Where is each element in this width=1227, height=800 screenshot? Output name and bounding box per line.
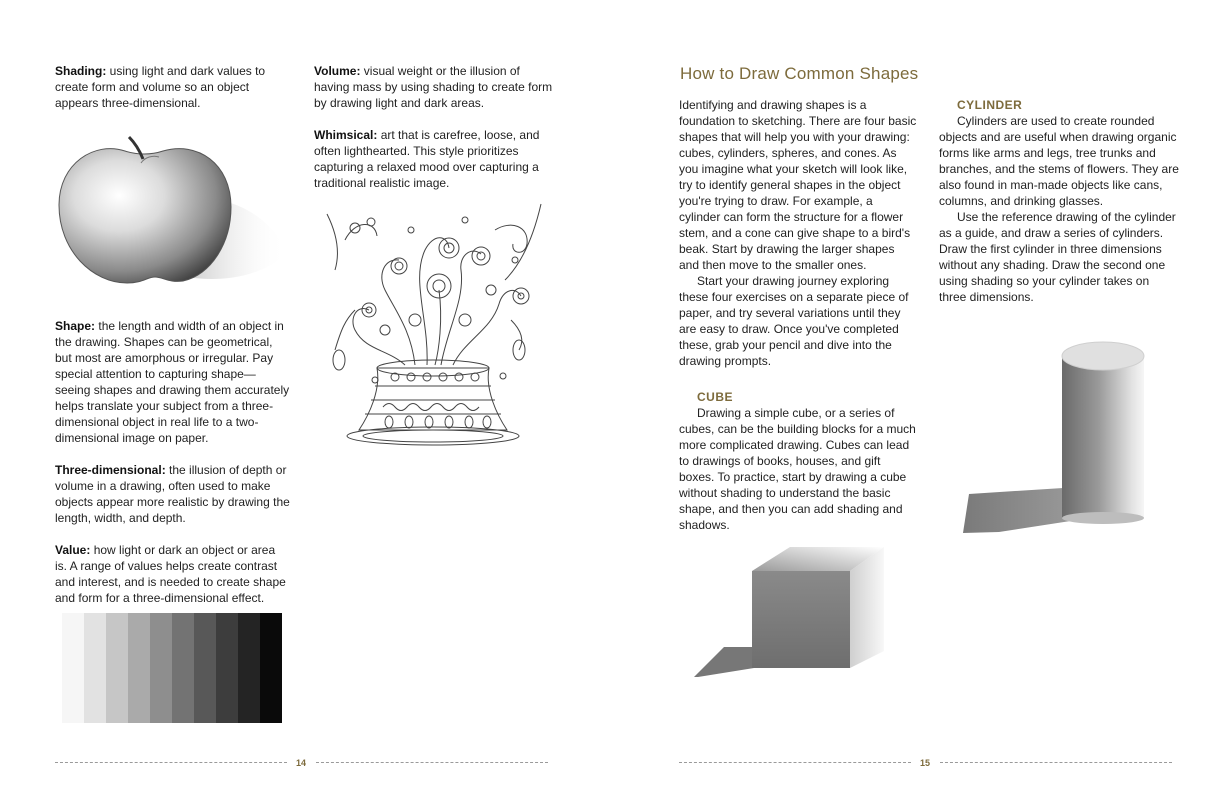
value-swatch xyxy=(84,613,106,723)
glossary-entry-three-dimensional xyxy=(55,462,290,526)
right-page-footer xyxy=(614,757,1227,769)
footer-dashed-rule xyxy=(940,762,1172,763)
left-page xyxy=(0,0,613,800)
term-volume: Volume: xyxy=(314,64,361,78)
cylinder-paragraph-2: Use the reference drawing of the cylinder as a guide, and draw a series of cylinders. Draw the first cylinder in three dimensions without any shading. Draw the second one using shading so your cylinder takes on three dimensions. xyxy=(939,210,1176,304)
cube-heading: CUBE xyxy=(697,390,734,404)
glossary-column-2 xyxy=(314,63,554,191)
cube-illustration xyxy=(694,543,894,683)
glossary-entry-volume xyxy=(314,63,554,111)
glossary-column-1-lower xyxy=(55,318,290,606)
left-page-footer xyxy=(0,757,613,769)
definition-three-dimensional: the illusion of depth or volume in a drawing, often used to make objects appear more realistic by drawing the length, width, and depth. xyxy=(55,463,290,525)
value-swatch xyxy=(62,613,84,723)
footer-dashed-rule xyxy=(679,762,911,763)
right-page xyxy=(614,0,1227,800)
cylinder-column xyxy=(939,97,1179,305)
glossary-entry-shading xyxy=(55,63,290,111)
intro-paragraph-1: Identifying and drawing shapes is a foundation to sketching. There are four basic shapes that will help you with your drawing: cubes, cylinders, spheres, and cones. As you imagine what your sketch will look like, try to identify general shapes in the object you're trying to draw. For example, a cylinder can form the structure for a flower stem, and a cone can give shape to a bird's beak. Start by drawing the larger shapes and then move to the smaller ones. xyxy=(679,98,917,272)
cube-paragraph: Drawing a simple cube, or a series of cubes, can be the building blocks for a much more complicated drawing. Cubes can lead to drawings of books, houses, and gift boxes. To practice, start by drawing a cube without shading to understand the basic shape, and then you can add shading and shadows. xyxy=(679,406,916,532)
footer-dashed-rule xyxy=(55,762,287,763)
value-swatch xyxy=(106,613,128,723)
term-whimsical: Whimsical: xyxy=(314,128,378,142)
value-swatch xyxy=(150,613,172,723)
value-swatch xyxy=(238,613,260,723)
value-swatch xyxy=(260,613,282,723)
definition-value: how light or dark an object or area is. A range of values helps create contrast and interest, and is needed to create shape and form for a three-dimensional effect. xyxy=(55,543,286,605)
intro-column xyxy=(679,97,917,533)
definition-volume: visual weight or the illusion of having mass by using shading to create form by drawing light and dark areas. xyxy=(314,64,553,110)
cylinder-paragraph-1: Cylinders are used to create rounded objects and are useful when drawing organic forms like arms and legs, tree trunks and branches, and the stems of flowers. They are also found in man-made objects like cans, columns, and drinking glasses. xyxy=(939,114,1179,208)
apple-illustration xyxy=(55,133,290,293)
glossary-entry-value xyxy=(55,542,290,606)
page-number: 14 xyxy=(296,758,307,768)
page-number: 15 xyxy=(920,758,931,768)
glossary-entry-whimsical xyxy=(314,127,554,191)
cylinder-heading: CYLINDER xyxy=(957,98,1023,112)
definition-shape: the length and width of an object in the drawing. Shapes can be geometrical, but most are amorphous or irregular. Pay special attention to capturing shape—seeing shapes and drawing them accurately helps translate your subject from a three-dimensional object in real life to a two-dimensional image on paper. xyxy=(55,319,290,445)
section-heading: How to Draw Common Shapes xyxy=(680,64,919,83)
value-swatch xyxy=(194,613,216,723)
footer-dashed-rule xyxy=(316,762,548,763)
definition-whimsical: art that is carefree, loose, and often lighthearted. This style prioritizes capturing a relaxed mood over capturing a traditional realistic image. xyxy=(314,128,540,190)
definition-shading: using light and dark values to create form and volume so an object appears three-dimensional. xyxy=(55,64,266,110)
term-value: Value: xyxy=(55,543,91,557)
glossary-entry-shape xyxy=(55,318,290,446)
value-scale xyxy=(62,613,282,723)
value-swatch xyxy=(172,613,194,723)
cylinder-illustration xyxy=(959,338,1179,538)
value-swatch xyxy=(128,613,150,723)
term-shading: Shading: xyxy=(55,64,107,78)
intro-paragraph-2: Start your drawing journey exploring these four exercises on a separate piece of paper, and try several variations until they are easy to draw. Once you've completed these, grab your pencil and dive into the drawing prompts. xyxy=(679,274,909,368)
whimsical-vase-illustration xyxy=(315,200,550,450)
glossary-column-1 xyxy=(55,63,290,111)
term-three-dimensional: Three-dimensional: xyxy=(55,463,166,477)
term-shape: Shape: xyxy=(55,319,96,333)
value-swatch xyxy=(216,613,238,723)
